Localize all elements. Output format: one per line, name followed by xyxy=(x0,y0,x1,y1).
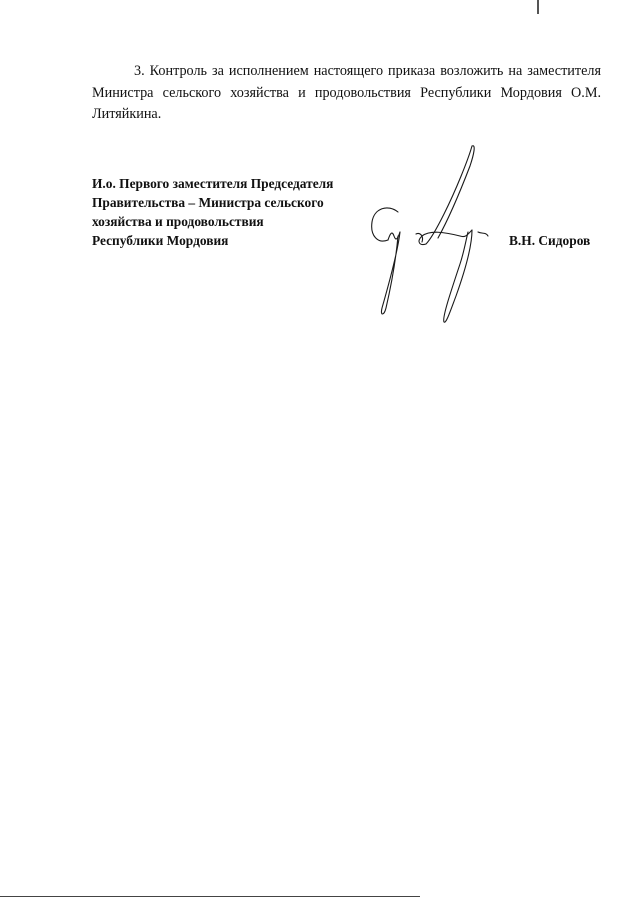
signer-title-line: Республики Мордовия xyxy=(92,233,229,248)
signer-title-line: хозяйства и продовольствия xyxy=(92,214,264,229)
scan-edge-line xyxy=(0,896,420,897)
signer-title xyxy=(92,174,392,250)
signer-name: В.Н. Сидоров xyxy=(509,233,591,248)
paragraph-control-clause: 3. Контроль за исполнением настоящего приказа возложить на заместителя Министра сельского хозяйства и продовольствия Республики Мордовия О.М. Литяйкина. xyxy=(92,63,601,122)
signer-title-line: И.о. Первого заместителя Председателя xyxy=(92,176,334,191)
scan-edge-mark xyxy=(537,0,539,14)
handwritten-signature xyxy=(360,140,510,325)
signer-title-line: Правительства – Министра сельского xyxy=(92,195,324,210)
